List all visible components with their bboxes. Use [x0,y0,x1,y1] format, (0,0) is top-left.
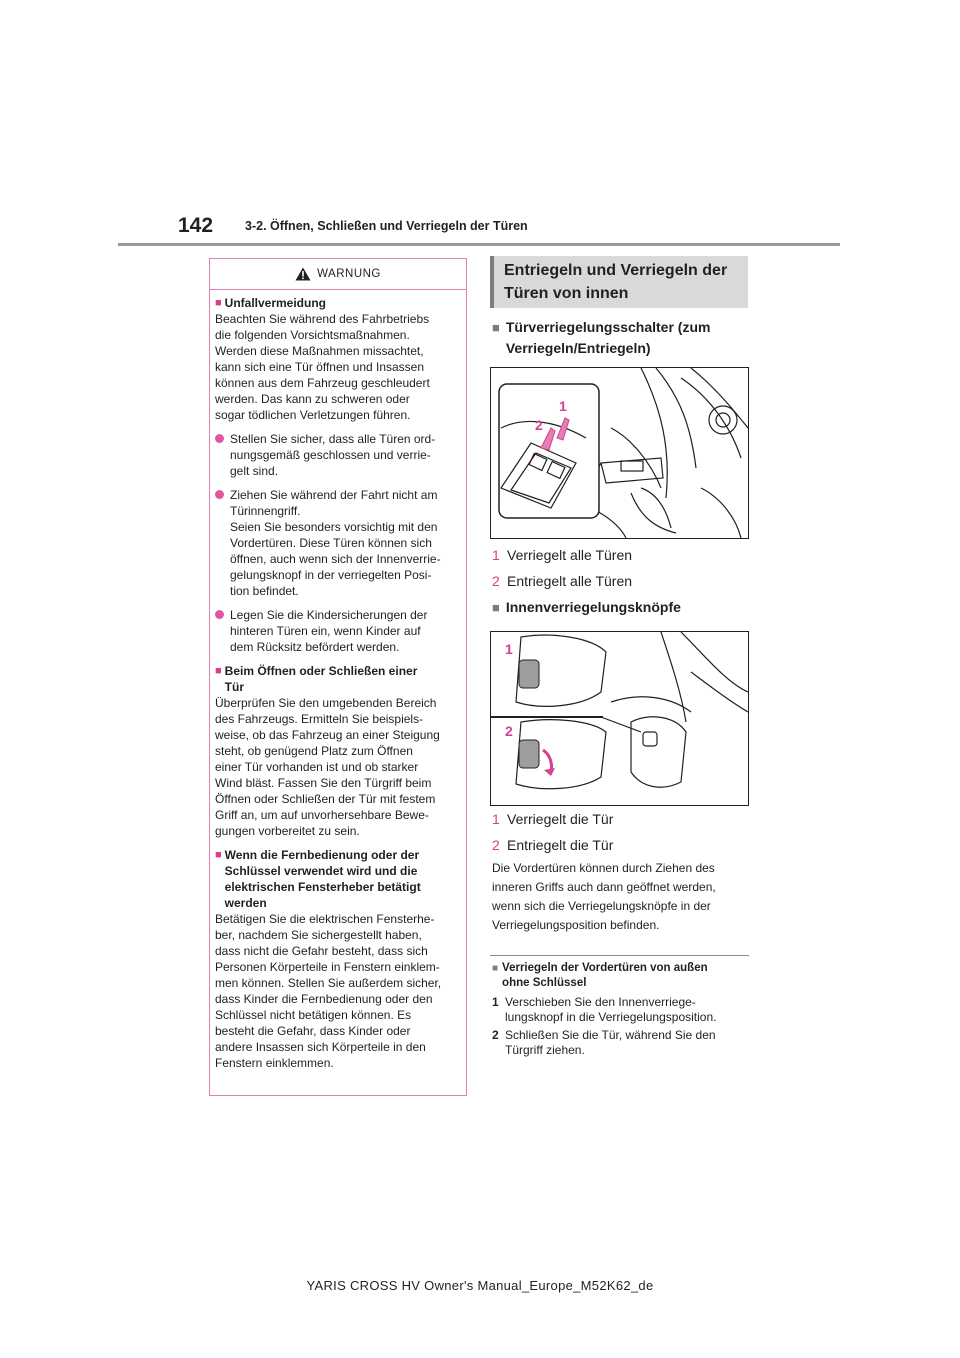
warning-text: Betätigen Sie die elektrischen Fensterhe- ber, nachdem Sie sichergestellt haben, dass nicht die Gefahr besteht, dass sich Personen Körperteile in Fenstern einklem- men können. Stellen Sie außerdem sicher, dass Kinder die Fernbedienung oder den Schlüssel nicht betätigen können. Es besteht die Gefahr, dass Kinder oder andere Insassen sich Körperteile in den Fenstern einklemmen. [215,912,442,1070]
warning-section-accident [215,295,457,655]
callout-2: 2 [505,723,513,739]
warning-triangle-icon [295,267,311,281]
warning-body [215,295,457,1079]
square-bullet-icon: ■ [492,600,500,615]
section-heading: Entriegeln und Verriegeln der Türen von innen [490,256,748,308]
subheading-door-lock-switch [492,317,752,359]
dot-bullet-icon [215,610,224,619]
warning-bullet [215,607,457,655]
step-text: Schließen Sie die Tür, während Sie den Türgriff ziehen. [505,1028,716,1057]
square-bullet-icon: ■ [215,297,222,309]
square-bullet-icon: ■ [215,665,222,677]
legend-text: Entriegelt die Tür [507,837,614,853]
warning-box [209,258,467,1096]
warning-section-remote [215,847,457,1071]
step-number: 2 [492,1028,499,1042]
warning-header [210,259,466,290]
legend-text: Verriegelt die Tür [507,811,614,827]
warning-text: Beachten Sie während des Fahrbetriebs die folgenden Vorsichtsmaßnahmen. Werden diese Maßnahmen missachtet, kann sich eine Tür öffnen und Insassen können aus dem Fahrzeug geschleudert werden. Das kann zu schweren oder sogar tödlichen Verletzungen führen. [215,312,430,422]
warning-heading: Wenn die Fernbedienung oder der Schlüssel verwendet wird und die elektrischen Fensterheber betätigt werden [224,848,421,910]
step-text: Verschieben Sie den Innenverriege- lungsknopf in die Verriegelungsposition. [505,995,717,1024]
legend-list-2 [492,809,752,855]
subheading-inside-lock-buttons [492,597,752,618]
warning-heading: Unfallvermeidung [224,296,327,310]
legend-item [492,835,752,855]
door-lock-switch-illustration [491,368,748,538]
warning-title: WARNUNG [317,268,381,280]
square-bullet-icon: ■ [492,320,500,335]
legend-item [492,809,752,829]
warning-text: Überprüfen Sie den umgebenden Bereich des Fahrzeugs. Ermitteln Sie beispiels- weise, ob das Fahrzeug an einer Steigung steht, ob genügend Platz zum Öffnen einer Tür vorhanden ist und ob starker Wind bläst. Fassen Sie den Türgriff beim Öffnen oder Schließen der Tür mit festem Griff an, um auf unvorhersehbare Bewe- gungen vorbereitet zu sein. [215,696,440,838]
legend-text: Verriegelt alle Türen [507,547,633,563]
page-number: 142 [178,214,214,237]
legend-item [492,571,752,591]
subheading-text: Innenverriegelungsknöpfe [505,599,681,615]
callout-1: 1 [505,641,513,657]
dot-bullet-icon [215,490,224,499]
legend-number: 1 [492,811,500,827]
subheading-text: Türverriegelungsschalter (zum Verriegeln/Entriegeln) [505,319,711,356]
section-title: 3-2. Öffnen, Schließen und Verriegeln der Türen [245,219,528,233]
footer-text: YARIS CROSS HV Owner's Manual_Europe_M52K62_de [306,1278,654,1293]
bullet-text: Stellen Sie sicher, dass alle Türen ord- nungsgemäß geschlossen und verrie- gelt sind. [230,432,436,478]
square-bullet-icon: ■ [492,963,499,974]
divider [490,955,749,956]
bullet-text: Ziehen Sie während der Fahrt nicht am Türinnengriff. Seien Sie besonders vorsichtig mit den Vordertüren. Diese Türen können sich öffnen, auch wenn sich der Innenverrie- gelungsknopf in der verriegelten Posi- tion befindet. [230,488,441,598]
bullet-text: Legen Sie die Kindersicherungen der hinteren Türen ein, wenn Kinder auf dem Rücksitz befördert werden. [230,608,428,654]
legend-number: 2 [492,573,500,589]
warning-section-door [215,663,457,839]
step-item [492,1028,752,1058]
warning-bullet [215,487,457,599]
figure-door-lock-switch [490,367,749,539]
callout-1: 1 [559,398,567,414]
header-rule [118,243,840,246]
callout-2: 2 [535,417,543,433]
subheading-text: Verriegeln der Vordertüren von außen ohne Schlüssel [502,962,708,989]
legend-number: 2 [492,837,500,853]
step-list [492,995,752,1058]
warning-heading: Beim Öffnen oder Schließen einer Tür [224,664,418,694]
warning-bullet [215,431,457,479]
legend-text: Entriegelt alle Türen [507,573,633,589]
step-item [492,995,752,1025]
step-number: 1 [492,995,499,1009]
legend-number: 1 [492,547,500,563]
dot-bullet-icon [215,434,224,443]
legend-list-1 [492,545,752,591]
legend-item [492,545,752,565]
subheading-lock-from-outside [492,961,752,991]
square-bullet-icon: ■ [215,849,222,861]
inside-lock-button-illustration [491,632,748,805]
note-paragraph: Die Vordertüren können durch Ziehen des inneren Griffs auch dann geöffnet werden, wenn sich die Verriegelungsknöpfe in der Verriegelungsposition befinden. [492,861,716,932]
figure-inside-lock-buttons [490,631,749,806]
